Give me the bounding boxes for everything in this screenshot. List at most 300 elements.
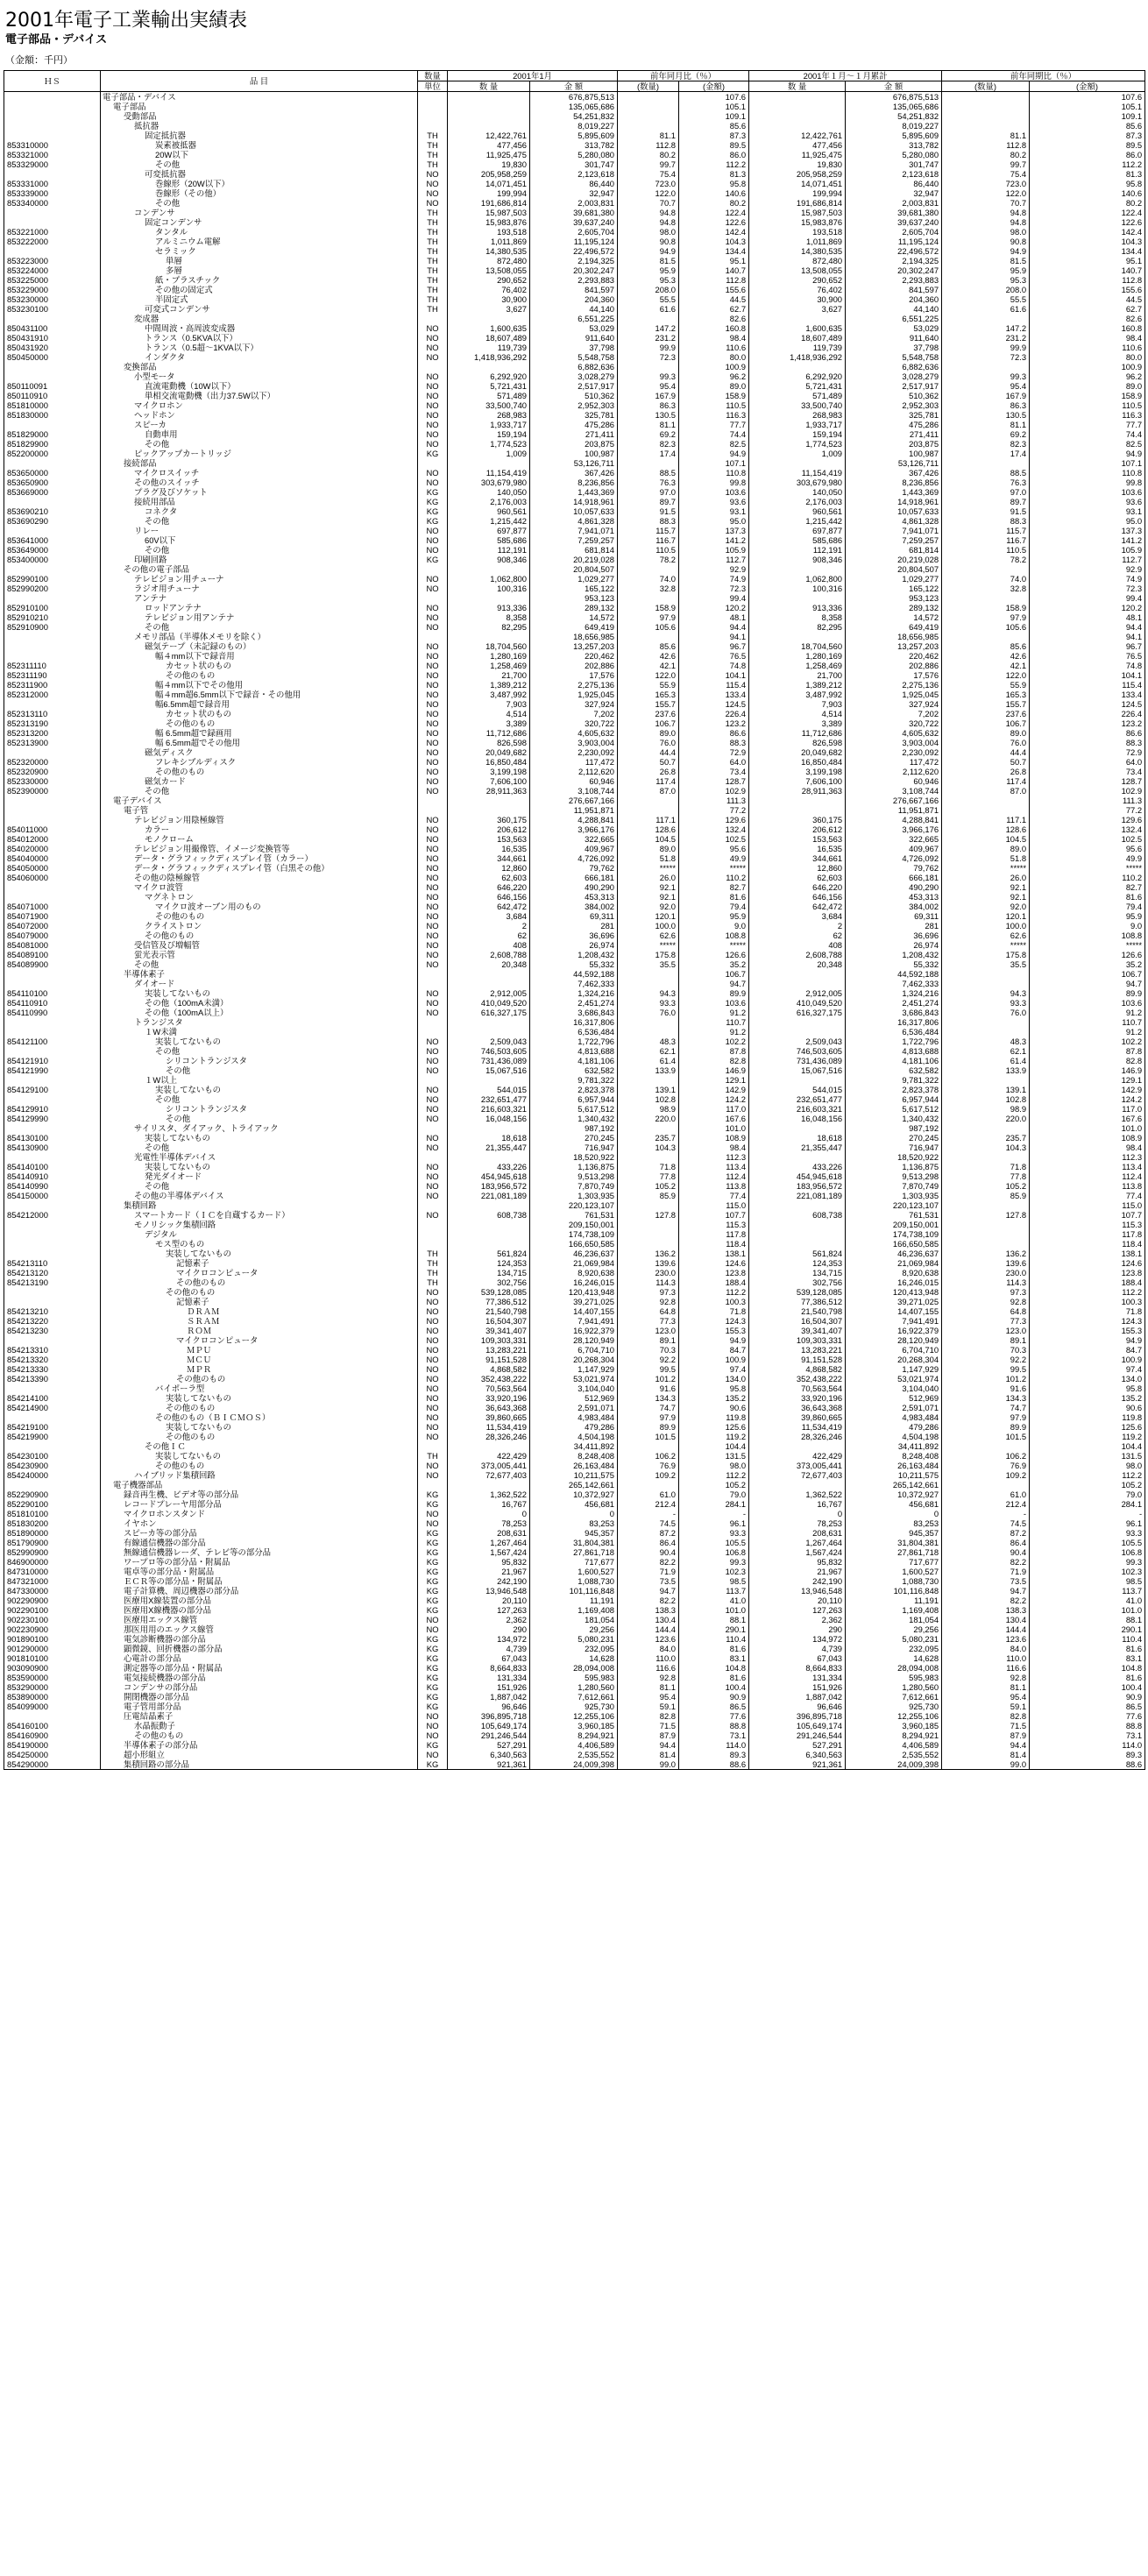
month-amount-pct-cell: 98.4	[679, 333, 749, 343]
hs-code-cell: 902290900	[4, 1596, 101, 1605]
month-qty-cell: 18,704,560	[448, 641, 530, 651]
hs-code-cell	[4, 1412, 101, 1422]
month-qty-pct-cell: 155.7	[618, 699, 679, 709]
cum-qty-cell: 153,563	[749, 834, 846, 844]
cum-qty-cell: 1,215,442	[749, 516, 846, 526]
table-row	[4, 275, 1145, 285]
cum-amount-cell: 4,504,198	[846, 1432, 942, 1441]
month-amount-cell: 31,804,381	[530, 1538, 618, 1547]
table-row	[4, 555, 1145, 564]
cum-qty-cell: 15,983,876	[749, 217, 846, 227]
month-qty-cell: 131,334	[448, 1673, 530, 1682]
table-row	[4, 815, 1145, 824]
month-qty-cell: 208,631	[448, 1528, 530, 1538]
month-qty-pct-cell: 106.2	[618, 1451, 679, 1461]
month-qty-cell	[448, 1229, 530, 1239]
cum-amount-pct-cell: 98.0	[1030, 1461, 1145, 1470]
cum-amount-pct-cell: 110.8	[1030, 468, 1145, 478]
cum-qty-cell: 1,267,464	[749, 1538, 846, 1547]
table-row	[4, 1046, 1145, 1056]
cum-amount-cell: 479,286	[846, 1422, 942, 1432]
month-qty-pct-cell: 723.0	[618, 179, 679, 188]
month-amount-pct-cell: 112.3	[679, 1152, 749, 1162]
hs-code-cell: 853690290	[4, 516, 101, 526]
month-amount-cell: 987,192	[530, 1123, 618, 1133]
cum-amount-cell: 20,302,247	[846, 265, 942, 275]
month-amount-cell: 479,286	[530, 1422, 618, 1432]
cum-qty-pct-cell: 73.5	[942, 1576, 1030, 1586]
item-name-cell: 幅 6.5mm超でその他用	[101, 738, 418, 747]
cum-amount-cell: 2,230,092	[846, 747, 942, 757]
table-row	[4, 709, 1145, 718]
cum-amount-cell: 16,922,379	[846, 1326, 942, 1335]
month-qty-cell: 13,283,221	[448, 1345, 530, 1355]
hs-code-cell: 851830000	[4, 410, 101, 420]
table-row	[4, 1499, 1145, 1509]
hs-code-cell	[4, 169, 101, 179]
cum-qty-cell: 1,933,717	[749, 420, 846, 429]
month-amount-cell: 945,357	[530, 1528, 618, 1538]
hs-code-cell	[4, 121, 101, 131]
item-name-cell: ＳＲＡＭ	[101, 1316, 418, 1326]
cum-amount-cell: 301,747	[846, 159, 942, 169]
unit-cell: NO	[418, 198, 448, 208]
unit-cell: NO	[418, 747, 448, 757]
month-amount-cell: 1,925,045	[530, 690, 618, 699]
month-qty-pct-cell: 91.6	[618, 1384, 679, 1393]
month-qty-cell: 585,686	[448, 535, 530, 545]
cum-amount-cell: 6,957,944	[846, 1094, 942, 1104]
cum-qty-pct-cell: 81.1	[942, 131, 1030, 140]
unit-cell: NO	[418, 323, 448, 333]
cum-qty-pct-cell: 144.4	[942, 1624, 1030, 1634]
hs-code-cell: 854079000	[4, 931, 101, 940]
header-hs: ＨＳ	[4, 71, 101, 92]
hs-code-cell: 854213210	[4, 1306, 101, 1316]
hs-code-cell: 854089100	[4, 950, 101, 959]
month-qty-cell: 15,987,503	[448, 208, 530, 217]
hs-code-cell: 847310000	[4, 1567, 101, 1576]
cum-qty-cell: 206,612	[749, 824, 846, 834]
month-amount-cell: 456,681	[530, 1499, 618, 1509]
cum-qty-cell: 39,860,665	[749, 1412, 846, 1422]
hs-code-cell: 854089900	[4, 959, 101, 969]
item-name-cell: その他のもの	[101, 1403, 418, 1412]
cum-qty-cell: 0	[749, 1509, 846, 1518]
cum-amount-cell: 69,311	[846, 911, 942, 921]
cum-amount-cell: 7,202	[846, 709, 942, 718]
cum-qty-pct-cell: 130.5	[942, 410, 1030, 420]
table-row	[4, 988, 1145, 998]
hs-code-cell: 854099000	[4, 1702, 101, 1711]
cum-amount-pct-cell: 98.4	[1030, 333, 1145, 343]
month-amount-pct-cell: 122.4	[679, 208, 749, 217]
item-name-cell: 電子機器部品	[101, 1480, 418, 1490]
month-qty-pct-cell: 26.0	[618, 873, 679, 882]
cum-qty-pct-cell: 81.4	[942, 1750, 1030, 1759]
unit-cell: NO	[418, 1306, 448, 1316]
month-qty-cell: 21,355,447	[448, 1143, 530, 1152]
item-name-cell: タンタル	[101, 227, 418, 237]
item-name-cell: 半導体素子	[101, 969, 418, 979]
cum-amount-pct-cell: 102.3	[1030, 1567, 1145, 1576]
month-qty-pct-cell: 136.2	[618, 1249, 679, 1258]
month-amount-cell: 10,057,633	[530, 506, 618, 516]
unit-note: （金額：千円）	[5, 54, 73, 66]
month-amount-cell: 1,088,730	[530, 1576, 618, 1586]
cum-qty-cell: 571,489	[749, 391, 846, 400]
cum-qty-cell	[749, 362, 846, 372]
cum-qty-pct-cell	[942, 1239, 1030, 1249]
item-name-cell: ワープロ等の部分品・附属品	[101, 1557, 418, 1567]
cum-amount-cell: 409,967	[846, 844, 942, 853]
month-qty-pct-cell	[618, 121, 679, 131]
month-qty-cell: 199,994	[448, 188, 530, 198]
month-qty-pct-cell: 212.4	[618, 1499, 679, 1509]
month-amount-cell: 9,513,298	[530, 1171, 618, 1181]
cum-qty-cell: 11,925,475	[749, 150, 846, 159]
cum-amount-pct-cell: 116.3	[1030, 410, 1145, 420]
month-qty-cell: 20,110	[448, 1596, 530, 1605]
table-row	[4, 931, 1145, 940]
table-row	[4, 603, 1145, 612]
month-qty-pct-cell: 72.3	[618, 352, 679, 362]
cum-qty-cell	[749, 1239, 846, 1249]
cum-qty-cell: 373,005,441	[749, 1461, 846, 1470]
table-row	[4, 506, 1145, 516]
month-amount-cell: 322,665	[530, 834, 618, 844]
month-amount-cell: 4,813,688	[530, 1046, 618, 1056]
month-qty-pct-cell: 97.9	[618, 1412, 679, 1422]
month-qty-pct-cell: 76.9	[618, 1461, 679, 1470]
month-qty-cell: 2,362	[448, 1615, 530, 1624]
cum-qty-pct-cell: 42.6	[942, 651, 1030, 661]
hs-code-cell	[4, 92, 101, 103]
month-qty-cell: 11,534,419	[448, 1422, 530, 1432]
month-amount-pct-cell: 99.8	[679, 478, 749, 487]
hs-code-cell	[4, 314, 101, 323]
cum-amount-pct-cell: 112.2	[1030, 159, 1145, 169]
item-name-cell: テレビジョン用アンテナ	[101, 612, 418, 622]
cum-qty-cell	[749, 1229, 846, 1239]
item-name-cell: １W未満	[101, 1027, 418, 1037]
unit-cell: NO	[418, 584, 448, 593]
month-qty-cell: 33,920,196	[448, 1393, 530, 1403]
cum-amount-cell: 83,253	[846, 1518, 942, 1528]
unit-cell: NO	[418, 420, 448, 429]
month-qty-pct-cell: 158.9	[618, 603, 679, 612]
unit-cell: NO	[418, 391, 448, 400]
cum-qty-pct-cell: 102.8	[942, 1094, 1030, 1104]
cum-amount-cell: 1,088,730	[846, 1576, 942, 1586]
cum-qty-pct-cell: 74.5	[942, 1518, 1030, 1528]
cum-qty-pct-cell: 81.5	[942, 256, 1030, 265]
cum-qty-cell: 527,291	[749, 1740, 846, 1750]
cum-amount-pct-cell: 82.5	[1030, 439, 1145, 449]
cum-qty-cell: 21,967	[749, 1567, 846, 1576]
cum-amount-cell: 2,123,618	[846, 169, 942, 179]
cum-qty-pct-cell: 82.2	[942, 1596, 1030, 1605]
month-amount-pct-cell: 80.0	[679, 352, 749, 362]
cum-qty-cell: 646,220	[749, 882, 846, 892]
cum-amount-cell: 1,208,432	[846, 950, 942, 959]
unit-cell: NO	[418, 1364, 448, 1374]
cum-amount-pct-cell: 107.6	[1030, 92, 1145, 103]
table-row	[4, 1596, 1145, 1605]
item-name-cell: 多層	[101, 265, 418, 275]
month-qty-pct-cell	[618, 314, 679, 323]
month-qty-cell: 268,983	[448, 410, 530, 420]
cum-amount-pct-cell: 88.6	[1030, 1759, 1145, 1770]
month-qty-pct-cell: 88.5	[618, 468, 679, 478]
cum-qty-pct-cell: 94.9	[942, 246, 1030, 256]
table-row	[4, 1451, 1145, 1461]
cum-qty-pct-cell: 109.2	[942, 1470, 1030, 1480]
item-name-cell: 幅４mm超6.5mm以下で録音・その他用	[101, 690, 418, 699]
unit-cell	[418, 111, 448, 121]
cum-amount-pct-cell: 104.4	[1030, 1441, 1145, 1451]
item-name-cell: その他	[101, 959, 418, 969]
hs-code-cell: 853329000	[4, 159, 101, 169]
cum-qty-pct-cell	[942, 1229, 1030, 1239]
item-name-cell: 心電計の部分品	[101, 1653, 418, 1663]
month-amount-cell: 271,411	[530, 429, 618, 439]
table-row	[4, 1277, 1145, 1287]
cum-qty-cell: 20,348	[749, 959, 846, 969]
cum-qty-pct-cell: 106.2	[942, 1451, 1030, 1461]
hs-code-cell	[4, 102, 101, 111]
cum-qty-cell: 303,679,980	[749, 478, 846, 487]
cum-amount-cell: 5,548,758	[846, 352, 942, 362]
month-amount-cell: 7,202	[530, 709, 618, 718]
month-amount-pct-cell: 41.0	[679, 1596, 749, 1605]
month-amount-pct-cell: 79.0	[679, 1490, 749, 1499]
hs-code-cell: 850450000	[4, 352, 101, 362]
month-qty-pct-cell: 235.7	[618, 1133, 679, 1143]
unit-cell: TH	[418, 265, 448, 275]
item-name-cell: 炭素被抵器	[101, 140, 418, 150]
month-amount-pct-cell: 134.4	[679, 246, 749, 256]
month-amount-cell: 2,194,325	[530, 256, 618, 265]
unit-cell: NO	[418, 526, 448, 535]
month-qty-cell: 109,303,331	[448, 1335, 530, 1345]
unit-cell: NO	[418, 622, 448, 632]
unit-cell: NO	[418, 603, 448, 612]
month-amount-pct-cell: 108.8	[679, 931, 749, 940]
month-qty-cell: 410,049,520	[448, 998, 530, 1008]
month-qty-cell	[448, 564, 530, 574]
unit-cell: NO	[418, 1181, 448, 1191]
cum-qty-pct-cell: 92.1	[942, 892, 1030, 902]
cum-qty-cell: 544,015	[749, 1085, 846, 1094]
month-qty-pct-cell: 92.1	[618, 892, 679, 902]
month-qty-pct-cell: 139.1	[618, 1085, 679, 1094]
month-amount-cell: 4,605,632	[530, 728, 618, 738]
month-amount-pct-cell: 103.6	[679, 998, 749, 1008]
cum-qty-pct-cell: 208.0	[942, 285, 1030, 294]
cum-amount-pct-cell: 44.5	[1030, 294, 1145, 304]
item-name-cell: 電子部品	[101, 102, 418, 111]
hs-code-cell: 852910210	[4, 612, 101, 622]
cum-amount-pct-cell: 100.3	[1030, 1297, 1145, 1306]
month-amount-cell: 3,903,004	[530, 738, 618, 747]
hs-code-cell: 852313110	[4, 709, 101, 718]
month-qty-cell: 1,600,635	[448, 323, 530, 333]
cum-amount-cell: 209,150,001	[846, 1220, 942, 1229]
cum-qty-pct-cell: 94.8	[942, 217, 1030, 227]
cum-qty-pct-cell: 99.3	[942, 372, 1030, 381]
cum-qty-pct-cell: 55.5	[942, 294, 1030, 304]
month-qty-cell: 1,267,464	[448, 1538, 530, 1547]
cum-qty-pct-cell: 64.8	[942, 1306, 1030, 1316]
unit-cell: NO	[418, 169, 448, 179]
month-qty-pct-cell: 100.0	[618, 921, 679, 931]
month-amount-pct-cell: 48.1	[679, 612, 749, 622]
cum-amount-pct-cell: 137.3	[1030, 526, 1145, 535]
hs-code-cell: 854110100	[4, 988, 101, 998]
cum-amount-pct-cell: 94.9	[1030, 449, 1145, 458]
cum-amount-cell: 2,952,303	[846, 400, 942, 410]
unit-cell: NO	[418, 1750, 448, 1759]
month-amount-cell: 181,054	[530, 1615, 618, 1624]
table-row	[4, 940, 1145, 950]
month-qty-pct-cell: 95.4	[618, 1692, 679, 1702]
cum-qty-cell: 290	[749, 1624, 846, 1634]
month-qty-pct-cell: 92.1	[618, 882, 679, 892]
hs-code-cell: 853310000	[4, 140, 101, 150]
item-name-cell: その他	[101, 1114, 418, 1123]
cum-qty-pct-cell: 50.7	[942, 757, 1030, 767]
hs-code-cell	[4, 1027, 101, 1037]
item-name-cell: 幅 6.5mm超で録画用	[101, 728, 418, 738]
month-amount-cell: 37,798	[530, 343, 618, 352]
table-row	[4, 1538, 1145, 1547]
unit-cell: KG	[418, 1692, 448, 1702]
cum-amount-cell: 27,861,718	[846, 1547, 942, 1557]
cum-qty-cell: 291,246,544	[749, 1730, 846, 1740]
month-amount-cell: 5,548,758	[530, 352, 618, 362]
cum-qty-pct-cell: 89.1	[942, 1335, 1030, 1345]
cum-qty-cell	[749, 1220, 846, 1229]
cum-qty-cell: 13,946,548	[749, 1586, 846, 1596]
cum-qty-cell: 1,389,212	[749, 680, 846, 690]
cum-amount-pct-cell: 93.3	[1030, 1528, 1145, 1538]
month-amount-cell: 18,656,985	[530, 632, 618, 641]
hs-code-cell: 854050000	[4, 863, 101, 873]
unit-cell: KG	[418, 1567, 448, 1576]
month-qty-cell: 76,402	[448, 285, 530, 294]
month-qty-pct-cell: 99.7	[618, 159, 679, 169]
cum-qty-pct-cell: 230.0	[942, 1268, 1030, 1277]
unit-cell: TH	[418, 1268, 448, 1277]
unit-cell: KG	[418, 1499, 448, 1509]
cum-qty-pct-cell: 134.3	[942, 1393, 1030, 1403]
cum-amount-pct-cell: 167.6	[1030, 1114, 1145, 1123]
item-name-cell: 20W以下	[101, 150, 418, 159]
month-qty-pct-cell: 115.7	[618, 526, 679, 535]
month-amount-pct-cell: 115.3	[679, 1220, 749, 1229]
month-qty-cell: 826,598	[448, 738, 530, 747]
month-amount-pct-cell: 109.1	[679, 111, 749, 121]
header-qty-unit-1: 数量	[418, 71, 448, 81]
item-name-cell: バイポーラ型	[101, 1384, 418, 1393]
hs-code-cell: 854121100	[4, 1037, 101, 1046]
cum-qty-cell: 908,346	[749, 555, 846, 564]
unit-cell: NO	[418, 1711, 448, 1721]
month-qty-pct-cell: 117.4	[618, 776, 679, 786]
cum-qty-pct-cell	[942, 1480, 1030, 1490]
item-name-cell: 単層	[101, 256, 418, 265]
cum-amount-pct-cell: 81.6	[1030, 892, 1145, 902]
table-row	[4, 526, 1145, 535]
hs-code-cell: 854040000	[4, 853, 101, 863]
cum-amount-cell: 12,255,106	[846, 1711, 942, 1721]
hs-code-cell: 854160100	[4, 1721, 101, 1730]
item-name-cell: 半導体素子の部分品	[101, 1740, 418, 1750]
cum-amount-pct-cell: *****	[1030, 863, 1145, 873]
month-amount-cell: 2,003,831	[530, 198, 618, 208]
table-header	[4, 71, 1145, 92]
cum-qty-cell: 124,353	[749, 1258, 846, 1268]
cum-amount-pct-cell: 86.6	[1030, 728, 1145, 738]
item-name-cell: その他	[101, 159, 418, 169]
month-qty-pct-cell	[618, 1200, 679, 1210]
cum-amount-pct-cell: 77.4	[1030, 1191, 1145, 1200]
cum-amount-pct-cell: 135.2	[1030, 1393, 1145, 1403]
hs-code-cell: 854213310	[4, 1345, 101, 1355]
month-amount-pct-cell: 155.6	[679, 285, 749, 294]
cum-qty-cell	[749, 458, 846, 468]
item-name-cell: 那医用用のエックス線管	[101, 1624, 418, 1634]
cum-amount-pct-cell: 89.0	[1030, 381, 1145, 391]
cum-amount-pct-cell: 115.0	[1030, 1200, 1145, 1210]
cum-qty-cell	[749, 564, 846, 574]
hs-code-cell	[4, 1075, 101, 1085]
month-amount-pct-cell: 74.4	[679, 429, 749, 439]
hs-code-cell: 854213330	[4, 1364, 101, 1374]
cum-qty-cell: 539,128,085	[749, 1287, 846, 1297]
cum-qty-cell: 112,191	[749, 545, 846, 555]
item-name-cell: ヘッドホン	[101, 410, 418, 420]
month-qty-cell: 232,651,477	[448, 1094, 530, 1104]
cum-qty-cell	[749, 1123, 846, 1133]
cum-qty-cell: 39,341,407	[749, 1326, 846, 1335]
month-amount-pct-cell: 105.2	[679, 1480, 749, 1490]
cum-qty-pct-cell: 72.3	[942, 352, 1030, 362]
unit-cell	[418, 1123, 448, 1133]
hs-code-cell	[4, 1229, 101, 1239]
month-amount-pct-cell: 94.7	[679, 979, 749, 988]
table-row	[4, 1191, 1145, 1200]
month-qty-pct-cell	[618, 1027, 679, 1037]
cum-qty-pct-cell: 100.0	[942, 921, 1030, 931]
unit-cell: NO	[418, 1624, 448, 1634]
cum-amount-cell: 1,169,408	[846, 1605, 942, 1615]
item-name-cell: その他	[101, 622, 418, 632]
unit-cell: NO	[418, 834, 448, 844]
cum-qty-pct-cell: 104.5	[942, 834, 1030, 844]
cum-amount-cell: 53,029	[846, 323, 942, 333]
table-row	[4, 468, 1145, 478]
unit-cell	[418, 121, 448, 131]
cum-amount-cell: 39,637,240	[846, 217, 942, 227]
unit-cell: NO	[418, 1046, 448, 1056]
hs-code-cell: 854129100	[4, 1085, 101, 1094]
cum-qty-cell	[749, 1027, 846, 1037]
month-amount-cell: 911,640	[530, 333, 618, 343]
hs-code-cell	[4, 458, 101, 468]
cum-amount-pct-cell: 108.9	[1030, 1133, 1145, 1143]
